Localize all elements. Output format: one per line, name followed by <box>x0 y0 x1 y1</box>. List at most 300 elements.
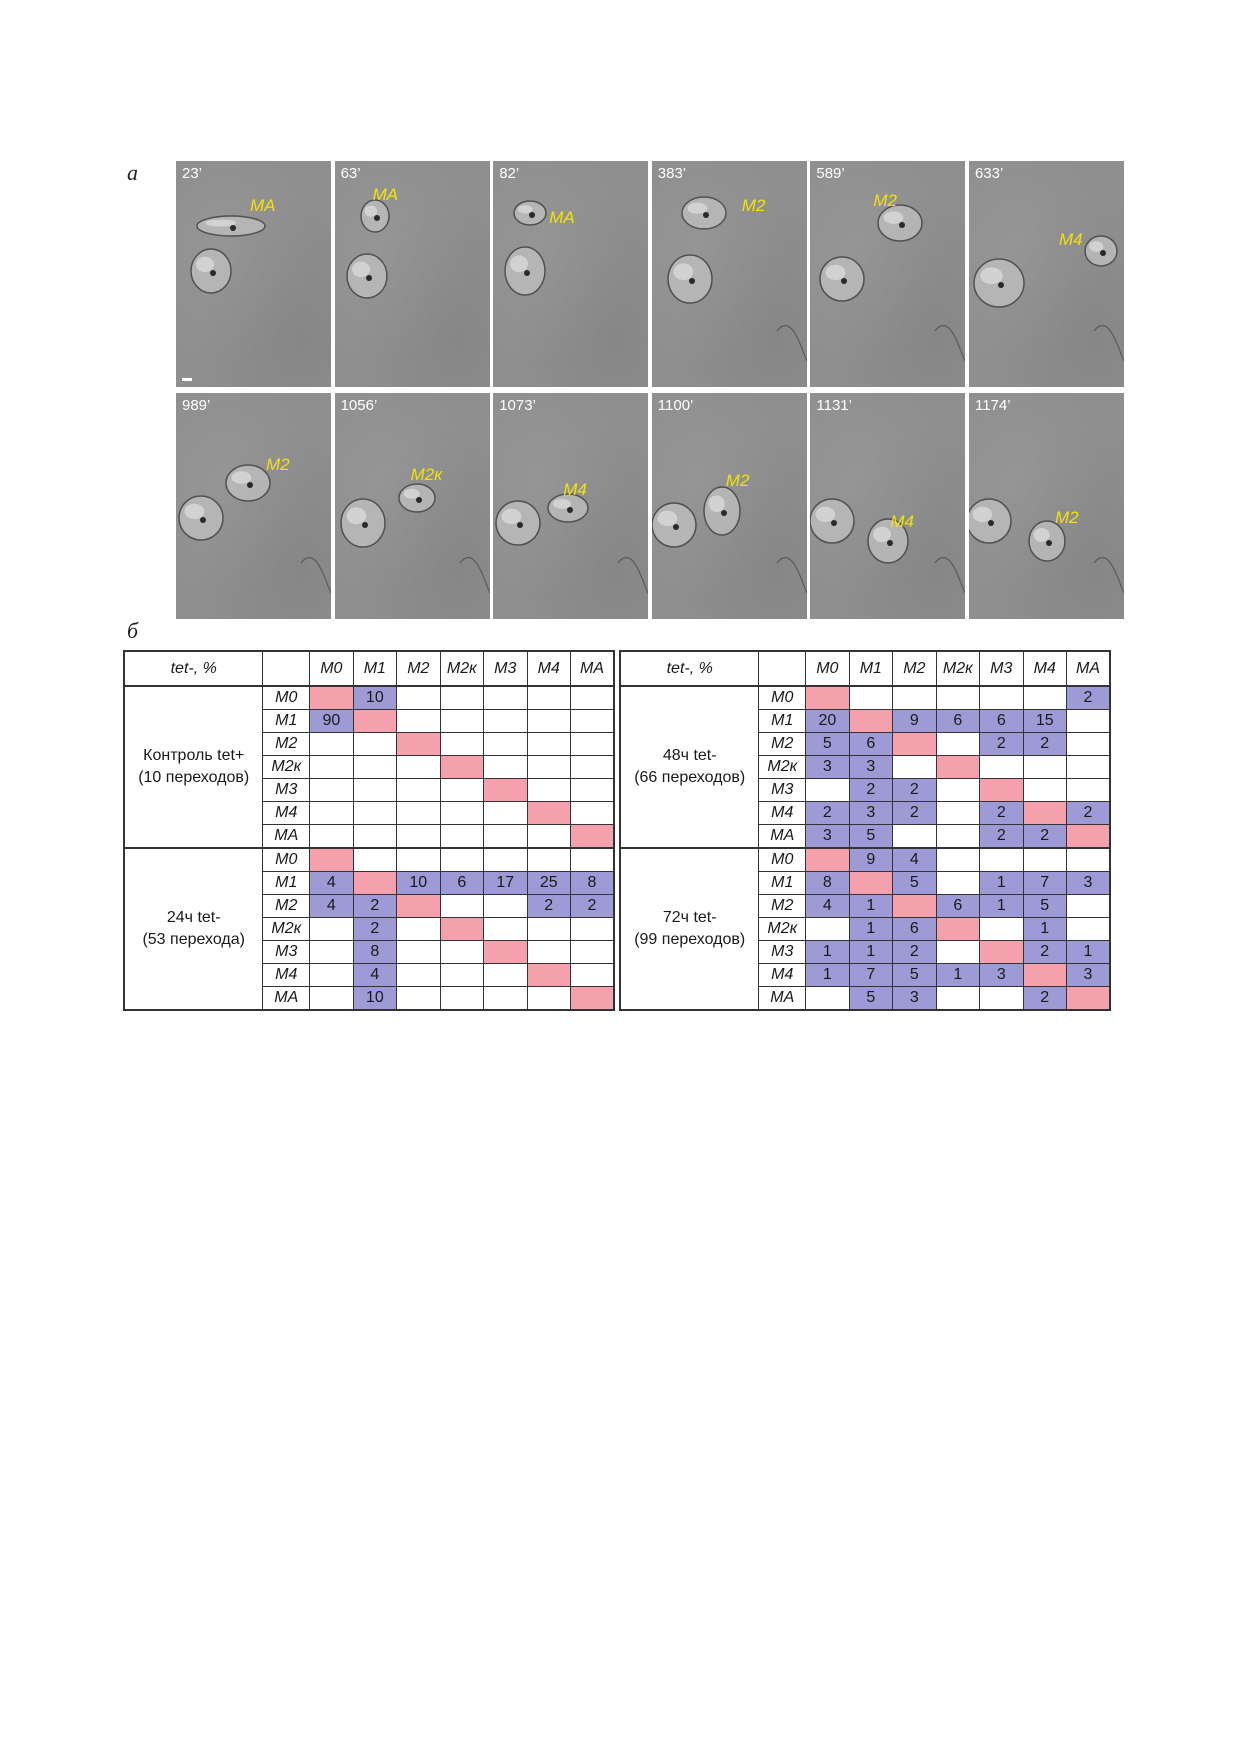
row-header: M1 <box>759 710 806 733</box>
table-cell: 4 <box>893 848 936 872</box>
table-cell <box>527 686 570 710</box>
cell-image <box>969 161 1124 387</box>
group-label <box>620 686 759 848</box>
table-cell <box>980 987 1023 1011</box>
table-cell: 7 <box>1023 872 1066 895</box>
table-cell: 1 <box>936 964 979 987</box>
table-cell <box>310 686 353 710</box>
table-cell <box>397 895 440 918</box>
row-header: MA <box>759 987 806 1011</box>
table-cell <box>527 941 570 964</box>
row-header: MA <box>759 825 806 849</box>
row-header: M4 <box>759 802 806 825</box>
table-cell <box>936 756 979 779</box>
row-header: M3 <box>263 779 310 802</box>
row-header: M4 <box>263 964 310 987</box>
table-cell: 25 <box>527 872 570 895</box>
table-cell <box>571 918 615 941</box>
row-header: MA <box>263 825 310 849</box>
group-name: 48ч tet- <box>662 747 717 764</box>
table-cell: 20 <box>806 710 849 733</box>
micrograph-frame <box>176 393 331 619</box>
timestamp-label: 1100’ <box>657 397 694 414</box>
table-cell: 10 <box>397 872 440 895</box>
table-cell <box>310 756 353 779</box>
table-cell <box>893 733 936 756</box>
micrograph-frame <box>335 161 490 387</box>
timestamp-label: 383’ <box>657 165 687 182</box>
table-cell <box>571 710 615 733</box>
table-cell: 2 <box>806 802 849 825</box>
table-cell <box>484 941 527 964</box>
row-header: M1 <box>263 710 310 733</box>
table-cell <box>936 872 979 895</box>
table-cell <box>527 710 570 733</box>
table-corner-header: tet-, % <box>620 651 759 686</box>
cell-morphotype-label: MA <box>250 196 276 215</box>
table-cell <box>310 802 353 825</box>
cell-image <box>335 161 490 387</box>
table-cell <box>484 710 527 733</box>
table-cell <box>310 733 353 756</box>
table-cell <box>1023 756 1066 779</box>
cell-morphotype-label: M2 <box>741 196 766 215</box>
table-cell: 5 <box>1023 895 1066 918</box>
table-cell <box>353 779 396 802</box>
table-empty-header <box>263 651 310 686</box>
timestamp-label: 989’ <box>182 397 211 414</box>
table-cell <box>1067 710 1111 733</box>
cell-image <box>176 161 331 387</box>
table-cell: 15 <box>1023 710 1066 733</box>
table-cell <box>980 756 1023 779</box>
micrograph-frame <box>652 161 807 387</box>
column-header: M2к <box>440 651 483 686</box>
table-cell <box>527 733 570 756</box>
table-cell: 5 <box>893 964 936 987</box>
row-header: M2 <box>263 733 310 756</box>
table-cell <box>1067 848 1111 872</box>
group-label <box>124 848 263 1010</box>
group-subtitle: (66 переходов) <box>634 769 746 786</box>
table-cell: 4 <box>310 895 353 918</box>
table-cell: 3 <box>1067 872 1111 895</box>
table-cell: 2 <box>1023 825 1066 849</box>
row-header: M2 <box>759 895 806 918</box>
table-cell <box>527 848 570 872</box>
table-row <box>124 686 614 710</box>
table-cell <box>310 825 353 849</box>
table-cell <box>527 825 570 849</box>
table-cell <box>484 895 527 918</box>
table-cell <box>1023 848 1066 872</box>
table-cell <box>571 848 615 872</box>
table-cell <box>310 848 353 872</box>
table-cell: 9 <box>849 848 892 872</box>
table-cell: 2 <box>893 779 936 802</box>
table-cell <box>893 825 936 849</box>
table-cell <box>397 779 440 802</box>
cell-morphotype-label: MA <box>549 208 575 227</box>
table-cell <box>397 710 440 733</box>
cell-morphotype-label: M4 <box>563 480 587 499</box>
table-cell <box>527 802 570 825</box>
table-cell <box>310 918 353 941</box>
row-header: M4 <box>759 964 806 987</box>
table-cell <box>893 756 936 779</box>
column-header: M3 <box>980 651 1023 686</box>
table-cell <box>571 964 615 987</box>
row-header: M4 <box>263 802 310 825</box>
table-cell <box>353 872 396 895</box>
cell-image <box>652 161 807 387</box>
cell-morphotype-label: M2 <box>1054 508 1079 527</box>
table-cell <box>527 987 570 1011</box>
timestamp-label: 589’ <box>816 165 845 182</box>
table-cell: 2 <box>1023 941 1066 964</box>
table-cell <box>1023 686 1066 710</box>
table-cell <box>571 802 615 825</box>
table-cell <box>936 987 979 1011</box>
table-cell: 4 <box>806 895 849 918</box>
table-cell <box>527 779 570 802</box>
table-cell: 1 <box>1023 918 1066 941</box>
table-cell: 6 <box>440 872 483 895</box>
table-cell: 5 <box>849 987 892 1011</box>
table-cell <box>440 825 483 849</box>
table-cell: 2 <box>571 895 615 918</box>
table-cell <box>1067 895 1111 918</box>
group-name: Контроль tet+ <box>143 747 245 764</box>
cell-image <box>493 161 648 387</box>
cell-morphotype-label: M2к <box>410 465 443 484</box>
table-cell <box>440 895 483 918</box>
table-cell <box>484 802 527 825</box>
table-cell: 6 <box>849 733 892 756</box>
table-cell: 6 <box>936 710 979 733</box>
table-cell <box>571 941 615 964</box>
table-cell <box>571 686 615 710</box>
table-cell: 2 <box>980 733 1023 756</box>
table-cell <box>353 756 396 779</box>
table-cell: 17 <box>484 872 527 895</box>
table-cell <box>440 686 483 710</box>
cell-morphotype-label: M4 <box>890 512 914 531</box>
column-header: MA <box>571 651 615 686</box>
table-cell <box>936 779 979 802</box>
table-cell: 2 <box>893 802 936 825</box>
table-cell: 2 <box>893 941 936 964</box>
table-cell <box>806 987 849 1011</box>
table-cell: 3 <box>980 964 1023 987</box>
table-cell <box>806 779 849 802</box>
scale-bar <box>182 378 192 381</box>
table-cell <box>397 802 440 825</box>
table-cell <box>484 918 527 941</box>
table-cell: 3 <box>849 756 892 779</box>
table-cell <box>571 987 615 1011</box>
cell-image <box>335 393 490 619</box>
row-header: M2к <box>759 918 806 941</box>
table-cell: 2 <box>353 918 396 941</box>
micrograph-frame <box>493 393 648 619</box>
column-header: M0 <box>310 651 353 686</box>
table-cell <box>980 686 1023 710</box>
table-cell <box>484 848 527 872</box>
table-cell <box>571 825 615 849</box>
table-cell <box>310 964 353 987</box>
column-header: M4 <box>1023 651 1066 686</box>
timestamp-label: 1056’ <box>340 397 378 414</box>
micrograph-frame <box>969 161 1124 387</box>
timestamp-label: 1131’ <box>816 397 852 414</box>
table-cell <box>980 848 1023 872</box>
panel-a-label: а <box>127 160 138 185</box>
table-cell <box>397 848 440 872</box>
table-cell <box>980 779 1023 802</box>
micrograph-frame <box>810 161 965 387</box>
row-header: M0 <box>263 848 310 872</box>
column-header: M0 <box>806 651 849 686</box>
table-cell <box>849 686 892 710</box>
table-cell: 6 <box>893 918 936 941</box>
group-name: 72ч tet- <box>662 909 717 926</box>
table-cell <box>980 941 1023 964</box>
table-cell <box>440 848 483 872</box>
group-subtitle: (53 перехода) <box>142 931 245 948</box>
table-cell: 5 <box>849 825 892 849</box>
table-cell <box>1067 987 1111 1011</box>
table-cell <box>1023 779 1066 802</box>
table-cell <box>980 918 1023 941</box>
table-cell <box>484 779 527 802</box>
column-header: M2к <box>936 651 979 686</box>
table-cell <box>936 825 979 849</box>
table-cell: 8 <box>806 872 849 895</box>
table-cell <box>936 802 979 825</box>
table-cell <box>440 918 483 941</box>
column-header: M2 <box>893 651 936 686</box>
table-cell: 7 <box>849 964 892 987</box>
table-cell <box>440 733 483 756</box>
cell-image <box>493 393 648 619</box>
table-cell <box>806 918 849 941</box>
column-header: M1 <box>353 651 396 686</box>
table-cell: 1 <box>1067 941 1111 964</box>
row-header: M2 <box>759 733 806 756</box>
table-cell <box>440 941 483 964</box>
cell-image <box>810 393 965 619</box>
table-cell <box>527 756 570 779</box>
row-header: M2к <box>263 756 310 779</box>
table-cell <box>397 941 440 964</box>
table-row <box>620 848 1110 872</box>
table-cell: 10 <box>353 686 396 710</box>
cell-image <box>652 393 807 619</box>
table-cell: 3 <box>1067 964 1111 987</box>
row-header: M3 <box>263 941 310 964</box>
row-header: M2 <box>263 895 310 918</box>
table-cell <box>440 987 483 1011</box>
transition-table-left <box>123 650 615 1011</box>
table-cell <box>440 964 483 987</box>
table-cell <box>936 686 979 710</box>
table-cell <box>1067 918 1111 941</box>
table-cell <box>527 964 570 987</box>
cell-morphotype-label: M2 <box>266 455 290 474</box>
table-cell <box>806 686 849 710</box>
table-cell: 2 <box>353 895 396 918</box>
micrograph-panel <box>176 161 1124 619</box>
micrograph-frame <box>176 161 331 387</box>
table-cell <box>571 779 615 802</box>
row-header: M0 <box>759 848 806 872</box>
table-cell: 2 <box>1023 987 1066 1011</box>
table-cell <box>936 918 979 941</box>
table-cell <box>440 710 483 733</box>
table-cell: 3 <box>849 802 892 825</box>
table-cell <box>936 848 979 872</box>
table-cell: 8 <box>571 872 615 895</box>
row-header: M2к <box>759 756 806 779</box>
table-cell: 5 <box>806 733 849 756</box>
row-header: M3 <box>759 779 806 802</box>
table-cell <box>353 825 396 849</box>
table-cell <box>571 756 615 779</box>
cell-image <box>176 393 331 619</box>
table-cell <box>353 848 396 872</box>
table-cell: 6 <box>936 895 979 918</box>
table-cell: 1 <box>980 895 1023 918</box>
table-cell: 3 <box>806 756 849 779</box>
table-cell <box>397 918 440 941</box>
table-cell <box>484 987 527 1011</box>
table-cell: 5 <box>893 872 936 895</box>
table-cell <box>849 872 892 895</box>
group-label <box>124 686 263 848</box>
transition-table-right <box>619 650 1111 1011</box>
table-cell: 2 <box>849 779 892 802</box>
table-cell <box>353 710 396 733</box>
cell-morphotype-label: M2 <box>873 191 897 210</box>
table-cell: 2 <box>1023 733 1066 756</box>
table-cell <box>440 756 483 779</box>
column-header: M2 <box>397 651 440 686</box>
timestamp-label: 63’ <box>340 165 361 182</box>
column-header: M4 <box>527 651 570 686</box>
table-row <box>620 686 1110 710</box>
table-cell <box>440 802 483 825</box>
table-cell <box>310 987 353 1011</box>
table-cell: 90 <box>310 710 353 733</box>
panel-b-label: б <box>127 618 139 643</box>
table-cell: 2 <box>1067 686 1111 710</box>
table-cell <box>397 686 440 710</box>
table-cell: 8 <box>353 941 396 964</box>
table-cell: 9 <box>893 710 936 733</box>
table-cell <box>571 733 615 756</box>
table-cell: 1 <box>806 964 849 987</box>
cell-image <box>969 393 1124 619</box>
table-cell: 1 <box>980 872 1023 895</box>
row-header: M1 <box>263 872 310 895</box>
micrograph-frame <box>493 161 648 387</box>
table-cell <box>849 710 892 733</box>
table-cell <box>484 964 527 987</box>
table-cell: 4 <box>353 964 396 987</box>
table-cell: 1 <box>849 895 892 918</box>
table-cell <box>397 964 440 987</box>
table-cell: 4 <box>310 872 353 895</box>
table-cell <box>484 756 527 779</box>
table-cell: 3 <box>806 825 849 849</box>
table-cell: 6 <box>980 710 1023 733</box>
table-cell <box>353 733 396 756</box>
table-cell <box>440 779 483 802</box>
column-header: M3 <box>484 651 527 686</box>
table-cell <box>936 733 979 756</box>
table-cell <box>397 756 440 779</box>
table-cell <box>893 895 936 918</box>
table-cell <box>936 941 979 964</box>
table-cell <box>353 802 396 825</box>
group-subtitle: (99 переходов) <box>634 931 746 948</box>
table-cell <box>1023 964 1066 987</box>
table-cell: 2 <box>980 825 1023 849</box>
table-empty-header <box>759 651 806 686</box>
row-header: M0 <box>263 686 310 710</box>
micrograph-frame <box>969 393 1124 619</box>
table-cell <box>484 733 527 756</box>
table-cell: 1 <box>806 941 849 964</box>
table-cell <box>1067 756 1111 779</box>
table-row <box>124 848 614 872</box>
table-cell: 2 <box>527 895 570 918</box>
group-label <box>620 848 759 1010</box>
row-header: M1 <box>759 872 806 895</box>
table-cell <box>484 825 527 849</box>
timestamp-label: 633’ <box>974 165 1004 182</box>
table-cell <box>484 686 527 710</box>
table-cell <box>397 733 440 756</box>
table-cell: 1 <box>849 941 892 964</box>
table-cell: 10 <box>353 987 396 1011</box>
table-cell <box>1023 802 1066 825</box>
table-cell <box>397 987 440 1011</box>
table-cell: 2 <box>980 802 1023 825</box>
column-header: M1 <box>849 651 892 686</box>
group-name: 24ч tet- <box>166 909 221 926</box>
cell-morphotype-label: M4 <box>1058 230 1083 249</box>
micrograph-frame <box>652 393 807 619</box>
table-cell <box>310 779 353 802</box>
row-header: M3 <box>759 941 806 964</box>
group-subtitle: (10 переходов) <box>138 769 250 786</box>
timestamp-label: 1174’ <box>974 397 1011 414</box>
table-cell <box>893 686 936 710</box>
timestamp-label: 82’ <box>499 165 520 182</box>
row-header: M2к <box>263 918 310 941</box>
row-header: M0 <box>759 686 806 710</box>
table-cell: 1 <box>849 918 892 941</box>
timestamp-label: 23’ <box>182 165 203 182</box>
cell-morphotype-label: MA <box>372 185 399 204</box>
column-header: MA <box>1067 651 1111 686</box>
table-cell <box>310 941 353 964</box>
table-cell <box>1067 825 1111 849</box>
table-cell <box>806 848 849 872</box>
table-cell <box>1067 779 1111 802</box>
